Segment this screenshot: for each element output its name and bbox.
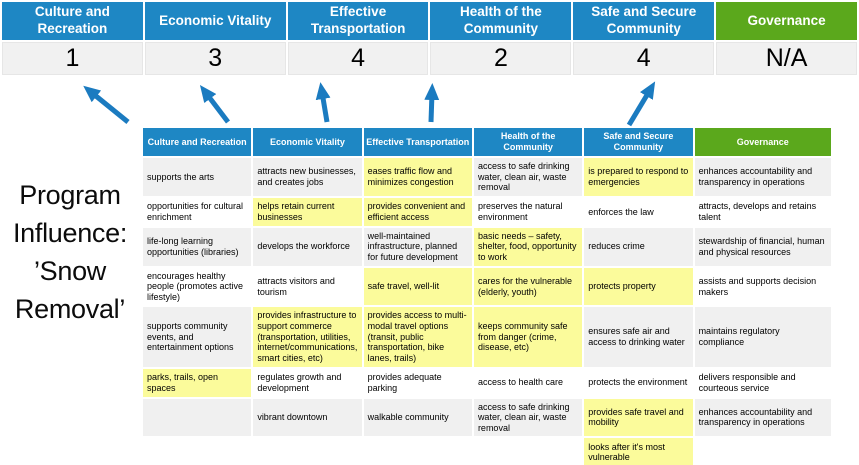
summary-score-health-of-the-community: 2: [430, 42, 571, 75]
summary-score-safe-and-secure-community: 4: [573, 42, 714, 75]
matrix-header-row: [143, 128, 831, 156]
matrix-row-8: [143, 438, 831, 465]
title-line: Influence:: [12, 218, 128, 248]
influence-arrows: [0, 78, 859, 130]
matrix-cell: access to safe drinking water, clean air, waste removal: [474, 158, 582, 196]
summary-score-governance: N/A: [716, 42, 857, 75]
arrow-icon: [91, 92, 128, 122]
matrix-cell: safe travel, well-lit: [364, 268, 472, 306]
summary-header-health-of-the-community: Health of the Community: [430, 2, 571, 40]
matrix-row-2: [143, 198, 831, 226]
matrix-cell: parks, trails, open spaces: [143, 369, 251, 397]
matrix-cell: keeps community safe from danger (crime, disease, etc): [474, 307, 582, 366]
matrix-header-safe-and-secure-community: Safe and Secure Community: [584, 128, 692, 156]
matrix-cell: helps retain current businesses: [253, 198, 361, 226]
arrow-icon: [206, 93, 228, 122]
arrow-icon: [322, 92, 327, 122]
matrix-cell: develops the workforce: [253, 228, 361, 266]
matrix-cell: enhances accountability and transparency in operations: [695, 399, 831, 437]
matrix-cell: reduces crime: [584, 228, 692, 266]
matrix-cell: supports community events, and entertainment options: [143, 307, 251, 366]
matrix-cell: basic needs – safety, shelter, food, opportunity to work: [474, 228, 582, 266]
matrix-cell: provides adequate parking: [364, 369, 472, 397]
arrow-icon: [629, 90, 650, 125]
matrix-cell: opportunities for cultural enrichment: [143, 198, 251, 226]
matrix-cell: enhances accountability and transparency in operations: [695, 158, 831, 196]
matrix-cell: encourages healthy people (promotes active lifestyle): [143, 268, 251, 306]
matrix-cell: stewardship of financial, human and physical resources: [695, 228, 831, 266]
summary-header-governance: Governance: [716, 2, 857, 40]
matrix-cell-empty: [364, 438, 472, 465]
matrix-cell: provides safe travel and mobility: [584, 399, 692, 437]
summary-header-safe-and-secure-community: Safe and Secure Community: [573, 2, 714, 40]
matrix-cell-empty: [253, 438, 361, 465]
matrix-cell: attracts visitors and tourism: [253, 268, 361, 306]
matrix-cell-empty: [695, 438, 831, 465]
matrix-header-effective-transportation: Effective Transportation: [364, 128, 472, 156]
program-influence-title: [0, 176, 140, 328]
matrix-cell: access to safe drinking water, clean air, waste removal: [474, 399, 582, 437]
matrix-cell: is prepared to respond to emergencies: [584, 158, 692, 196]
matrix-cell: attracts new businesses, and creates jobs: [253, 158, 361, 196]
matrix-header-health-of-the-community: Health of the Community: [474, 128, 582, 156]
matrix-cell: maintains regulatory compliance: [695, 307, 831, 366]
matrix-header-economic-vitality: Economic Vitality: [253, 128, 361, 156]
summary-header-culture-and-recreation: Culture and Recreation: [2, 2, 143, 40]
matrix-cell: looks after it's most vulnerable: [584, 438, 692, 465]
matrix-cell-empty: [143, 399, 251, 437]
matrix-cell: delivers responsible and courteous service: [695, 369, 831, 397]
matrix-cell: life-long learning opportunities (libraries): [143, 228, 251, 266]
matrix-row-6: [143, 369, 831, 397]
matrix-row-1: [143, 158, 831, 196]
matrix-row-7: [143, 399, 831, 437]
matrix-cell: preserves the natural environment: [474, 198, 582, 226]
summary-score-culture-and-recreation: 1: [2, 42, 143, 75]
matrix-cell: supports the arts: [143, 158, 251, 196]
influence-matrix: [141, 126, 833, 465]
matrix-body: [143, 158, 831, 465]
summary-score-economic-vitality: 3: [145, 42, 286, 75]
matrix-cell: regulates growth and development: [253, 369, 361, 397]
matrix-row-4: [143, 268, 831, 306]
matrix-cell: protects property: [584, 268, 692, 306]
matrix-header-governance: Governance: [695, 128, 831, 156]
summary-header-effective-transportation: Effective Transportation: [288, 2, 429, 40]
matrix-cell: enforces the law: [584, 198, 692, 226]
title-line: Removal’: [14, 294, 126, 324]
matrix-cell: ensures safe air and access to drinking water: [584, 307, 692, 366]
matrix-row-5: [143, 307, 831, 366]
arrow-icon: [431, 93, 432, 122]
matrix-cell: assists and supports decision makers: [695, 268, 831, 306]
matrix-cell: walkable community: [364, 399, 472, 437]
summary-score-effective-transportation: 4: [288, 42, 429, 75]
matrix-cell: well-maintained infrastructure, planned for future development: [364, 228, 472, 266]
title-line: ’Snow: [33, 256, 107, 286]
matrix-header-culture-and-recreation: Culture and Recreation: [143, 128, 251, 156]
matrix-row-3: [143, 228, 831, 266]
matrix-cell: access to health care: [474, 369, 582, 397]
matrix-cell-empty: [143, 438, 251, 465]
matrix-cell: provides infrastructure to support commerce (transportation, utilities, internet/communications, smart cities, etc): [253, 307, 361, 366]
matrix-cell: attracts, develops and retains talent: [695, 198, 831, 226]
matrix-cell: protects the environment: [584, 369, 692, 397]
matrix-cell: provides access to multi-modal travel options (transit, public transportation, bike lanes, trails): [364, 307, 472, 366]
summary-header-economic-vitality: Economic Vitality: [145, 2, 286, 40]
matrix-cell-empty: [474, 438, 582, 465]
matrix-cell: vibrant downtown: [253, 399, 361, 437]
matrix-cell: eases traffic flow and minimizes congestion: [364, 158, 472, 196]
priority-scoreboard: [2, 2, 857, 75]
matrix-cell: provides convenient and efficient access: [364, 198, 472, 226]
title-line: Program: [19, 180, 121, 210]
matrix-cell: cares for the vulnerable (elderly, youth): [474, 268, 582, 306]
